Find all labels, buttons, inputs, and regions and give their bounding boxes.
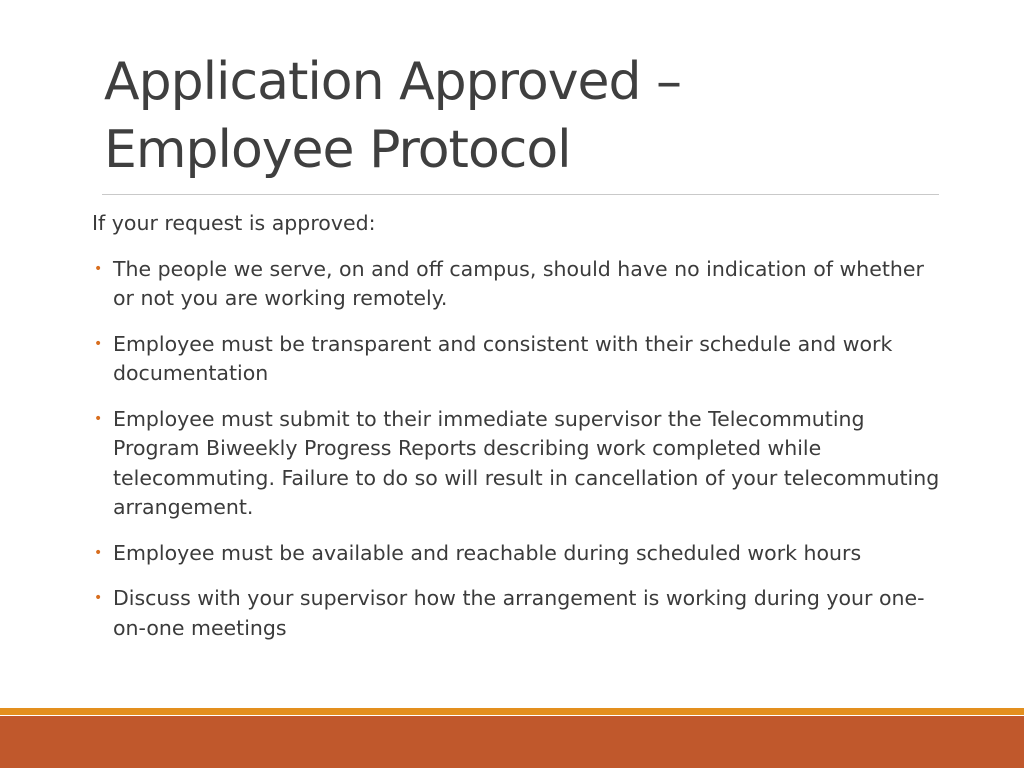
bullet-item <box>92 255 942 314</box>
bullet-text: Discuss with your supervisor how the arrangement is working during your one-on-one meetings <box>113 586 925 640</box>
bullet-icon: • <box>94 410 103 427</box>
bullet-icon: • <box>94 590 103 606</box>
slide-title: Application Approved – Employee Protocol <box>104 52 682 180</box>
bullet-item <box>92 539 942 569</box>
bullet-text: Employee must be transparent and consistent with their schedule and work documentation <box>113 331 893 385</box>
bullet-list <box>92 255 942 644</box>
footer-accent-line <box>0 708 1024 715</box>
bullet-text: The people we serve, on and off campus, should have no indication of whether or not you are working remotely. <box>113 256 924 310</box>
bullet-icon: • <box>94 335 103 352</box>
bullet-item <box>92 584 942 643</box>
slide-body <box>92 209 942 659</box>
bullet-item <box>92 330 942 389</box>
title-divider <box>102 194 939 195</box>
intro-text: If your request is approved: <box>92 211 376 235</box>
bullet-item <box>92 405 942 523</box>
bullet-text: Employee must submit to their immediate supervisor the Telecommuting Program Biweekly Progress Reports describing work completed while telecommuting. Failure to do so will result in cancellation of your telecommuting arrangement. <box>113 406 940 519</box>
bullet-text: Employee must be available and reachable during scheduled work hours <box>113 540 862 565</box>
bullet-icon: • <box>94 260 103 277</box>
footer-bar <box>0 716 1024 768</box>
bullet-icon: • <box>94 544 103 561</box>
